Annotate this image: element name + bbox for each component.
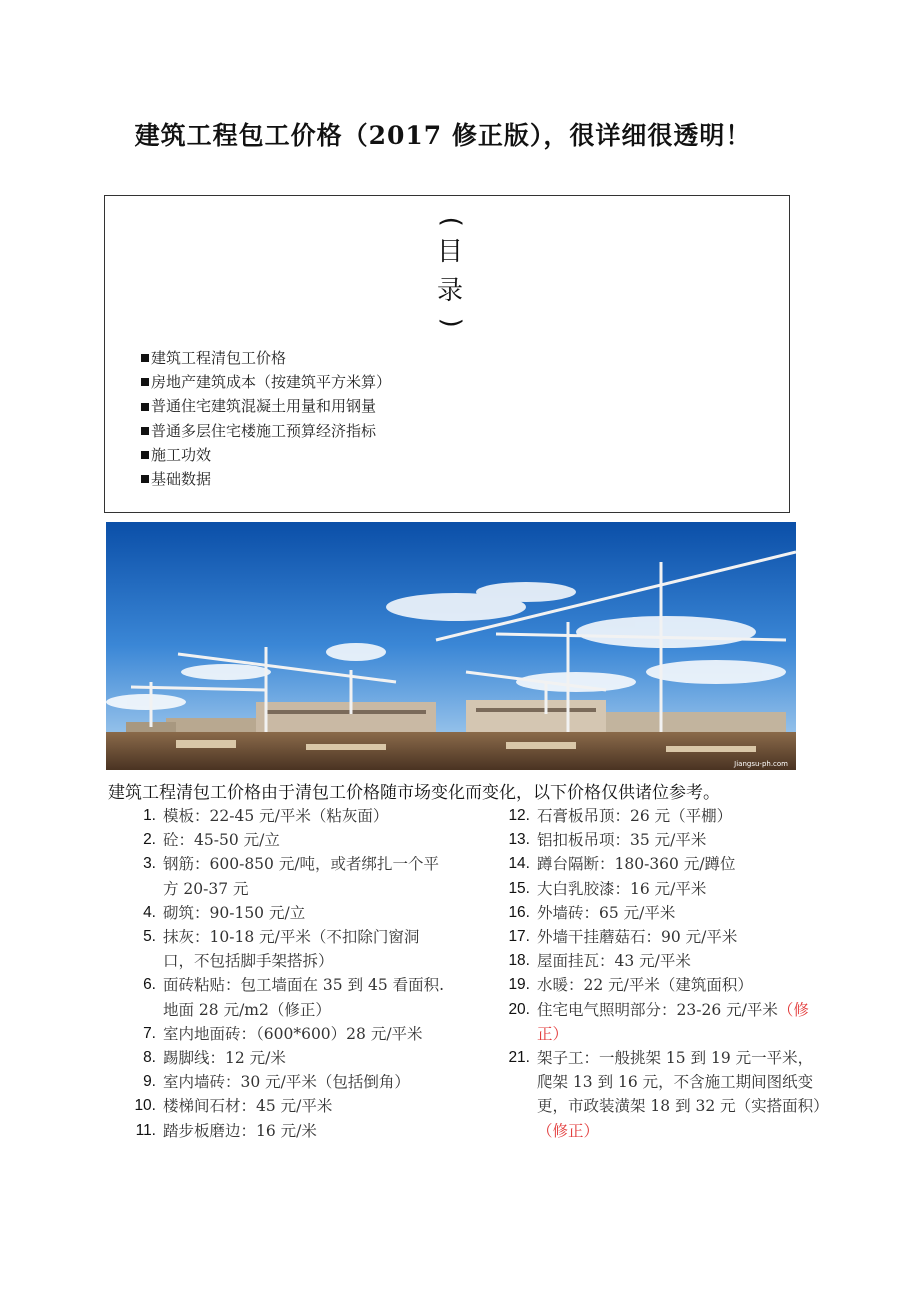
item-number: 2.: [143, 831, 156, 849]
item-text: 踢脚线：12 元/米: [163, 1049, 286, 1068]
toc-item[interactable]: [141, 346, 391, 370]
toc-item-label: 普通多层住宅楼施工预算经济指标: [151, 421, 377, 440]
toc-paren-open: (: [435, 216, 466, 227]
square-bullet-icon: [141, 427, 149, 435]
toc-item[interactable]: [141, 467, 391, 491]
square-bullet-icon: [141, 403, 149, 411]
item-text: 铝扣板吊项：35 元/平米: [537, 831, 707, 850]
item-number: 12.: [508, 807, 530, 824]
item-number: 4.: [143, 903, 156, 921]
toc-heading: [425, 210, 475, 335]
square-bullet-icon: [141, 451, 149, 459]
item-text: 架子工：一般挑架 15 到 19 元一平米，爬架 13 到 16 元，不含施工期间图纸变更，市政装潢架 18 到 32 元（实搭面积）: [537, 1049, 829, 1116]
toc-item-label: 施工功效: [151, 445, 212, 464]
page-title: 建筑工程包工价格（2017 修正版），很详细很透明！: [134, 121, 752, 150]
list-item: [128, 1046, 446, 1070]
list-item: [502, 973, 822, 997]
list-item: [128, 852, 446, 900]
item-number: 7.: [143, 1024, 156, 1042]
price-list-left: [128, 804, 446, 1143]
item-number: 21.: [508, 1049, 530, 1067]
revision-note: （修正）: [537, 1000, 809, 1043]
item-number: 14.: [508, 855, 530, 873]
item-number: 20.: [508, 1000, 530, 1018]
list-item: [128, 828, 446, 852]
item-text: 砼：45-50 元/立: [163, 831, 280, 850]
list-item: [128, 925, 446, 973]
item-text: 楼梯间石材：45 元/平米: [163, 1097, 333, 1116]
revision-note: （修正）: [537, 1121, 600, 1140]
list-item: [128, 1070, 446, 1094]
toc-item[interactable]: [141, 394, 391, 418]
intro-text: 建筑工程清包工价格由于清包工价格随市场变化而变化，以下价格仅供诸位参考。: [108, 783, 720, 803]
item-text: 砌筑：90-150 元/立: [163, 903, 306, 922]
toc-item-label: 基础数据: [151, 470, 212, 489]
list-item: [502, 1046, 829, 1143]
item-number: 13.: [508, 831, 530, 849]
list-item: [502, 998, 822, 1046]
image-watermark: Jiangsu-ph.com: [734, 760, 788, 768]
square-bullet-icon: [141, 354, 149, 362]
item-number: 11.: [135, 1121, 156, 1139]
toc-paren-close: ): [435, 318, 466, 329]
toc-item-label: 普通住宅建筑混凝土用量和用钢量: [151, 397, 377, 416]
item-text: 石膏板吊顶：26 元（平棚）: [537, 807, 733, 825]
square-bullet-icon: [141, 475, 149, 483]
list-item: [128, 1022, 446, 1046]
item-number: 19.: [508, 976, 530, 994]
list-item: [128, 973, 446, 1021]
item-text: 外墙砖：65 元/平米: [537, 903, 676, 922]
toc-item[interactable]: [141, 370, 391, 394]
item-text: 外墙干挂蘑菇石：90 元/平米: [537, 928, 738, 947]
toc-item-label: 建筑工程清包工价格: [151, 349, 287, 367]
item-number: 5.: [143, 928, 156, 946]
item-text: 住宅电气照明部分：23-26 元/平米: [537, 1000, 778, 1019]
toc-item[interactable]: [141, 443, 391, 467]
list-item: [502, 828, 822, 852]
item-text: 蹲台隔断：180-360 元/蹲位: [537, 855, 736, 874]
toc-char-mu: 目: [436, 237, 463, 268]
item-number: 9.: [143, 1073, 156, 1091]
item-text: 屋面挂瓦：43 元/平米: [537, 952, 691, 971]
list-item: [128, 901, 446, 925]
construction-site-photo: [106, 522, 796, 770]
toc-list: [141, 346, 391, 491]
item-number: 10.: [134, 1097, 156, 1115]
list-item: [128, 804, 446, 828]
list-item: [502, 804, 822, 828]
item-text: 抹灰：10-18 元/平米（不扣除门窗洞口，不包括脚手架搭拆）: [163, 928, 420, 971]
list-item: [128, 1119, 446, 1143]
list-item: [502, 925, 822, 949]
list-item: [502, 852, 822, 876]
item-number: 6.: [143, 976, 156, 994]
toc-box: [104, 195, 790, 513]
item-text: 踏步板磨边：16 元/米: [163, 1121, 317, 1140]
list-item: [502, 949, 822, 973]
item-number: 16.: [508, 903, 530, 921]
item-number: 17.: [508, 928, 530, 946]
item-text: 室内墙砖：30 元/平米（包括倒角）: [163, 1073, 410, 1092]
item-number: 1.: [143, 807, 156, 824]
item-number: 18.: [508, 952, 530, 970]
toc-item-label: 房地产建筑成本（按建筑平方米算）: [151, 373, 392, 392]
list-item: [502, 901, 822, 925]
item-number: 3.: [143, 855, 156, 873]
price-list-right: [502, 804, 829, 1143]
toc-char-lu: 录: [436, 276, 463, 307]
item-text: 模板：22-45 元/平米（粘灰面）: [163, 807, 389, 825]
item-text: 面砖粘贴：包工墙面在 35 到 45 看面积.地面 28 元/m2（修正）: [163, 976, 445, 1019]
list-item: [502, 877, 822, 901]
toc-item[interactable]: [141, 419, 391, 443]
item-text: 大白乳胶漆：16 元/平米: [537, 879, 707, 898]
item-number: 8.: [143, 1049, 156, 1067]
square-bullet-icon: [141, 378, 149, 386]
item-text: 钢筋：600-850 元/吨，或者绑扎一个平方 20-37 元: [163, 855, 440, 898]
list-item: [128, 1094, 446, 1118]
item-text: 室内地面砖：（600*600）28 元/平米: [163, 1024, 423, 1043]
item-text: 水暖：22 元/平米（建筑面积）: [537, 976, 753, 995]
item-number: 15.: [508, 879, 530, 897]
